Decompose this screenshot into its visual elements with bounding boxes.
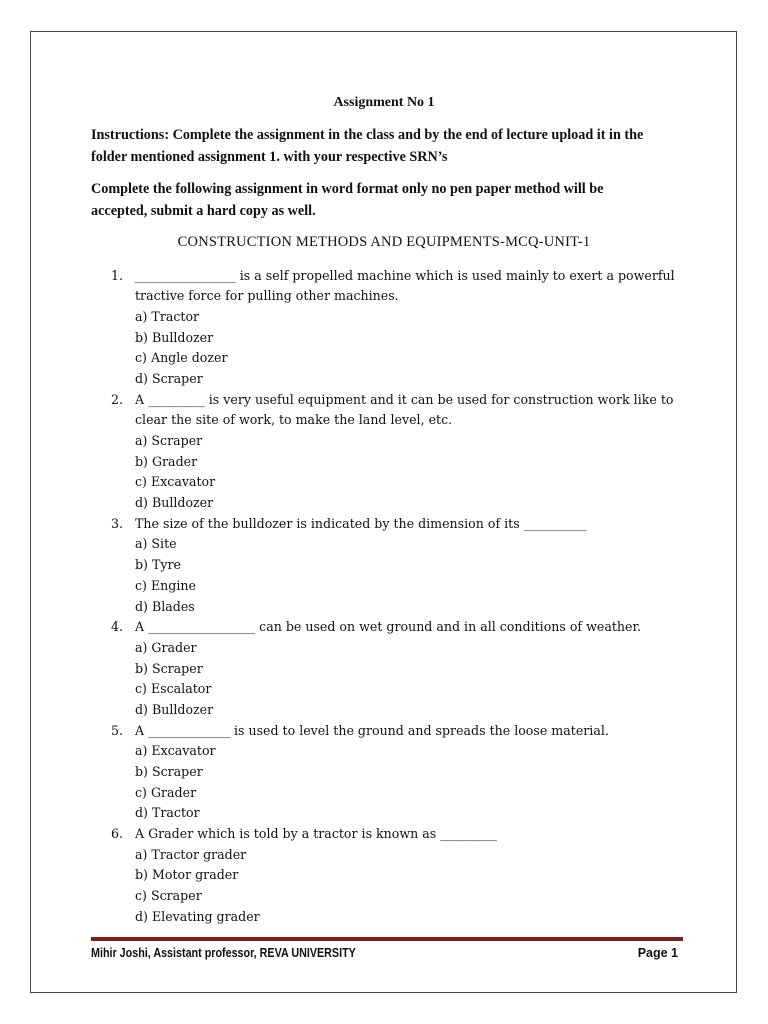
answer-option: a) Scraper: [135, 433, 203, 448]
answer-option-line: [0, 534, 768, 555]
question-text: A _____________ is used to level the ground and spreads the loose material.: [135, 722, 609, 738]
answer-option-line: [0, 679, 768, 700]
answer-option-line: [0, 472, 768, 493]
answer-option-line: [0, 638, 768, 659]
answer-option: b) Scraper: [135, 660, 203, 676]
answer-option-line: [0, 907, 768, 928]
answer-option: c) Angle dozer: [135, 350, 228, 366]
answer-option-line: [0, 576, 768, 597]
answer-option-line: [0, 493, 768, 514]
answer-option: b) Grader: [135, 453, 198, 469]
answer-option-line: [0, 307, 768, 328]
question-text: A _________ is very useful equipment and it can be used for construction work like to: [135, 391, 674, 407]
answer-option-line: [0, 452, 768, 473]
question-text: A Grader which is told by a tractor is known as _________: [135, 826, 497, 842]
answer-option: c) Excavator: [135, 474, 216, 490]
question-number: 2.: [111, 391, 124, 407]
footer-rule: [91, 937, 683, 941]
answer-option-line: [0, 886, 768, 907]
question-text: The size of the bulldozer is indicated by the dimension of its __________: [135, 515, 587, 531]
question-text-line: [0, 617, 768, 638]
answer-option-line: [0, 741, 768, 762]
question-text-line: [0, 824, 768, 845]
answer-option: a) Site: [135, 536, 177, 552]
question-item: [0, 617, 768, 720]
question-text-line: [0, 266, 768, 287]
question-item: [0, 514, 768, 617]
answer-option-line: [0, 659, 768, 680]
question-number: 6.: [111, 826, 124, 842]
answer-option: a) Grader: [135, 639, 197, 655]
answer-option-line: [0, 803, 768, 824]
answer-option-line: [0, 431, 768, 452]
answer-option: c) Grader: [135, 784, 197, 800]
instructions-paragraph: [91, 125, 691, 168]
footer-author: Mihir Joshi, Assistant professor, REVA UNIVERSITY: [91, 946, 356, 960]
question-number: 3.: [111, 515, 124, 531]
question-text: ________________ is a self propelled machine which is used mainly to exert a powerful: [135, 267, 675, 283]
question-number: 1.: [111, 267, 124, 283]
answer-option: a) Tractor grader: [135, 846, 247, 862]
question-number: 5.: [111, 722, 124, 738]
question-text: A _________________ can be used on wet ground and in all conditions of weather.: [135, 619, 642, 635]
answer-option: d) Scraper: [135, 370, 203, 386]
answer-option-line: [0, 369, 768, 390]
page-footer: [91, 944, 683, 962]
answer-option-line: [0, 328, 768, 349]
answer-option: b) Scraper: [135, 764, 203, 779]
section-heading: CONSTRUCTION METHODS AND EQUIPMENTS-MCQ-UNIT-1: [177, 234, 591, 250]
question-text: clear the site of work, to make the land level, etc.: [135, 412, 453, 428]
note-line: Complete the following assignment in word format only no pen paper method will be: [91, 181, 604, 197]
question-item: [0, 824, 768, 927]
instructions-line: folder mentioned assignment 1. with your respective SRN’s: [91, 148, 448, 165]
answer-option-line: [0, 865, 768, 886]
answer-option: b) Bulldozer: [135, 329, 214, 345]
question-text-line: [0, 286, 768, 307]
instructions-line: Instructions: Complete the assignment in the class and by the end of lecture upload it in the: [91, 127, 644, 143]
note-paragraph: [91, 179, 691, 222]
question-text-line: [0, 390, 768, 411]
answer-option: d) Bulldozer: [135, 495, 214, 511]
note-line: accepted, submit a hard copy as well.: [91, 202, 316, 219]
answer-option-line: [0, 762, 768, 783]
answer-option: c) Escalator: [135, 681, 212, 697]
footer-page-number: Page 1: [637, 946, 678, 960]
question-text-line: [0, 721, 768, 742]
answer-option: d) Tractor: [135, 805, 200, 821]
answer-option-line: [0, 348, 768, 369]
answer-option-line: [0, 555, 768, 576]
answer-option: d) Blades: [135, 598, 195, 614]
answer-option-line: [0, 597, 768, 618]
answer-option: c) Scraper: [135, 888, 202, 904]
answer-option: d) Elevating grader: [135, 908, 260, 924]
question-item: [0, 266, 768, 390]
page-title: Assignment No 1: [333, 95, 435, 110]
question-number: 4.: [111, 619, 124, 635]
answer-option: d) Bulldozer: [135, 701, 214, 717]
answer-option: b) Tyre: [135, 557, 181, 573]
answer-option: a) Excavator: [135, 743, 216, 759]
question-text-line: [0, 514, 768, 535]
answer-option: a) Tractor: [135, 308, 200, 324]
question-item: [0, 390, 768, 514]
question-text-line: [0, 410, 768, 431]
answer-option-line: [0, 783, 768, 804]
answer-option-line: [0, 700, 768, 721]
question-item: [0, 721, 768, 824]
question-text: tractive force for pulling other machines.: [135, 288, 399, 304]
answer-option: b) Motor grader: [135, 867, 239, 883]
question-list: [0, 266, 768, 928]
answer-option: c) Engine: [135, 577, 196, 593]
answer-option-line: [0, 845, 768, 866]
